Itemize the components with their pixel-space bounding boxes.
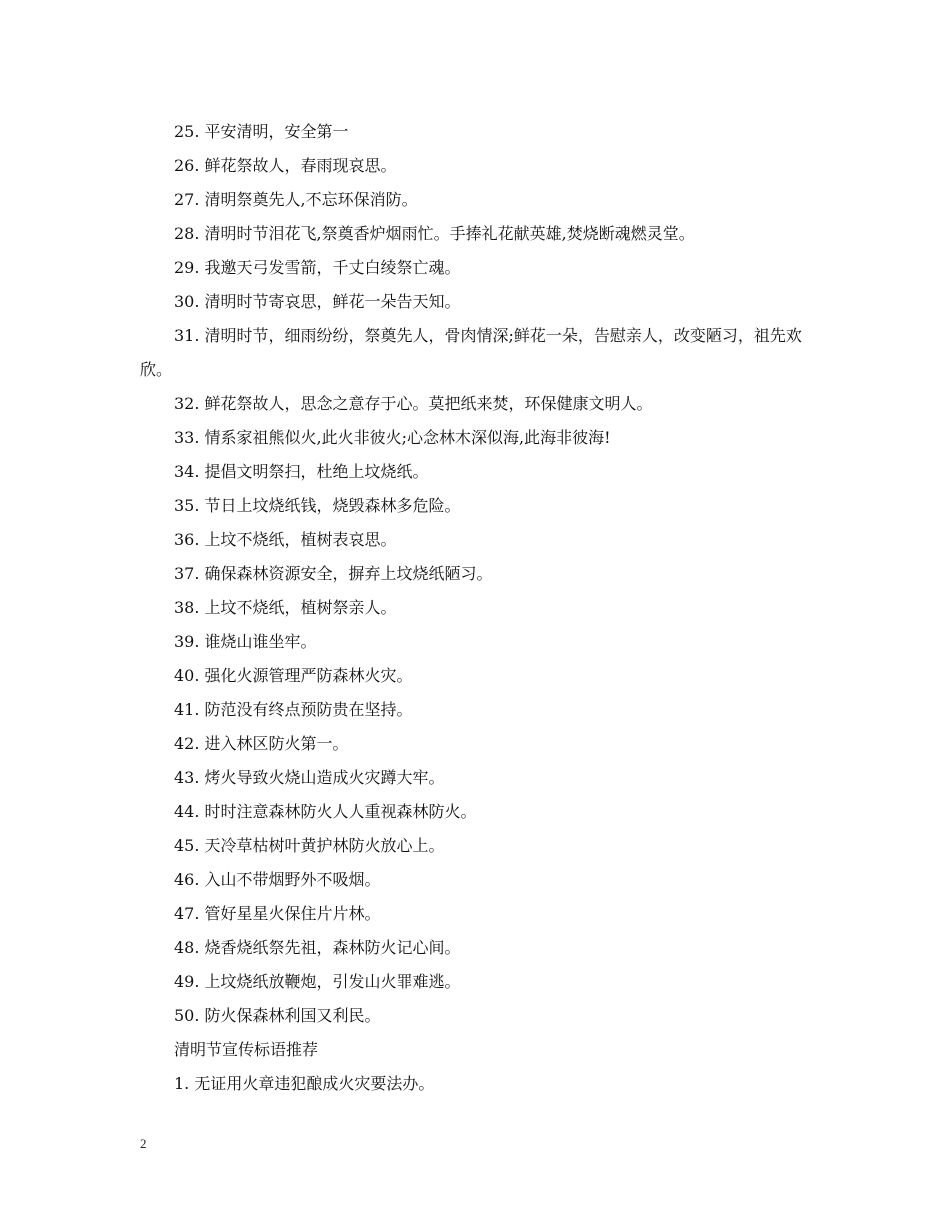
slogan-33: 33. 情系家祖熊似火,此火非彼火;心念林木深似海,此海非彼海! <box>174 428 611 447</box>
document-body <box>140 115 820 1101</box>
slogan-42: 42. 进入林区防火第一。 <box>174 734 349 753</box>
slogan-44: 44. 时时注意森林防火人人重视森林防火。 <box>174 802 477 821</box>
slogan-49: 49. 上坟烧纸放鞭炮，引发山火罪难逃。 <box>174 972 461 991</box>
slogan-28: 28. 清明时节泪花飞,祭奠香炉烟雨忙。手捧礼花献英雄,焚烧断魂燃灵堂。 <box>174 224 695 243</box>
slogan-47: 47. 管好星星火保住片片林。 <box>174 904 381 923</box>
page-number: 2 <box>140 1136 147 1151</box>
slogan-26: 26. 鲜花祭故人，春雨现哀思。 <box>174 156 397 175</box>
slogan-35: 35. 节日上坟烧纸钱，烧毁森林多危险。 <box>174 496 461 515</box>
slogan-45: 45. 天冷草枯树叶黄护林防火放心上。 <box>174 836 445 855</box>
slogan-46: 46. 入山不带烟野外不吸烟。 <box>174 870 381 889</box>
slogan-43: 43. 烤火导致火烧山造成火灾蹲大牢。 <box>174 768 445 787</box>
slogan-50: 50. 防火保森林利国又利民。 <box>174 1006 381 1025</box>
slogan-31: 31. 清明时节，细雨纷纷，祭奠先人，骨肉情深;鲜花一朵，告慰亲人，改变陋习，祖先欢欣。 <box>140 326 802 379</box>
slogan-27: 27. 清明祭奠先人,不忘环保消防。 <box>174 190 418 209</box>
slogan-40: 40. 强化火源管理严防森林火灾。 <box>174 666 413 685</box>
slogan-36: 36. 上坟不烧纸，植树表哀思。 <box>174 530 397 549</box>
section-heading: 清明节宣传标语推荐 <box>174 1040 319 1059</box>
slogan-48: 48. 烧香烧纸祭先祖，森林防火记心间。 <box>174 938 461 957</box>
slogan-25: 25. 平安清明，安全第一 <box>174 122 349 141</box>
recommended-slogan-1: 1. 无证用火章违犯酿成火灾要法办。 <box>174 1074 435 1093</box>
slogan-39: 39. 谁烧山谁坐牢。 <box>174 632 317 651</box>
slogan-38: 38. 上坟不烧纸，植树祭亲人。 <box>174 598 397 617</box>
slogan-37: 37. 确保森林资源安全，摒弃上坟烧纸陋习。 <box>174 564 493 583</box>
slogan-29: 29. 我邀天弓发雪箭，千丈白绫祭亡魂。 <box>174 258 461 277</box>
slogan-41: 41. 防范没有终点预防贵在坚持。 <box>174 700 413 719</box>
slogan-34: 34. 提倡文明祭扫，杜绝上坟烧纸。 <box>174 462 429 481</box>
slogan-32: 32. 鲜花祭故人，思念之意存于心。莫把纸来焚，环保健康文明人。 <box>174 394 653 413</box>
slogan-30: 30. 清明时节寄哀思，鲜花一朵告天知。 <box>174 292 461 311</box>
